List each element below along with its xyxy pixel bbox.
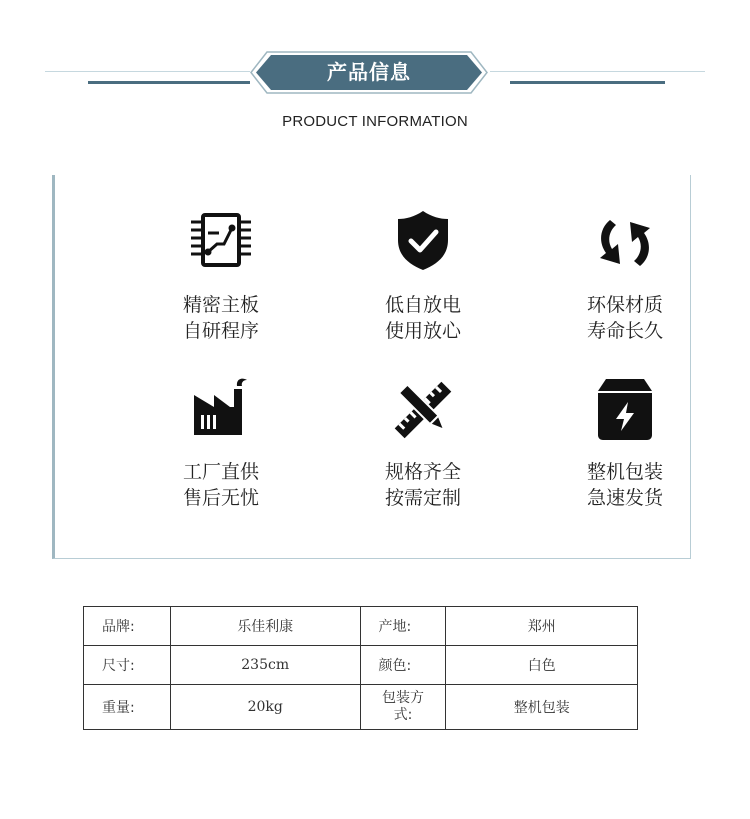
pencil-ruler-icon — [388, 375, 458, 445]
feature-line1: 低自放电 — [384, 294, 461, 316]
cycle-arrows-icon — [590, 208, 660, 278]
header-line-right — [490, 71, 705, 72]
header-line-left — [45, 71, 250, 72]
feature-item — [323, 208, 523, 344]
feature-line1: 工厂直供 — [182, 461, 259, 483]
shield-check-icon — [388, 208, 458, 278]
spec-label: 颜色: — [360, 646, 446, 685]
feature-line2: 使用放心 — [384, 320, 461, 342]
table-row — [84, 607, 638, 646]
feature-item — [121, 208, 321, 344]
spec-label: 品牌: — [84, 607, 171, 646]
header-bar-right — [510, 81, 665, 84]
table-row — [84, 685, 638, 730]
page-title: 产品信息 — [327, 60, 411, 84]
feature-line1: 整机包装 — [586, 461, 663, 483]
factory-icon — [186, 375, 256, 445]
page-subtitle: PRODUCT INFORMATION — [282, 113, 468, 130]
spec-table — [83, 606, 638, 730]
title-banner — [247, 50, 491, 95]
battery-box-icon — [590, 375, 660, 445]
feature-line1: 精密主板 — [182, 294, 259, 316]
feature-item — [323, 375, 523, 511]
feature-line1: 规格齐全 — [384, 461, 461, 483]
spec-label: 产地: — [360, 607, 446, 646]
spec-label-text: 包装方式: — [381, 690, 424, 723]
features-panel — [52, 175, 691, 559]
feature-item — [525, 208, 725, 344]
circuit-board-icon — [186, 208, 256, 278]
feature-line2: 自研程序 — [182, 320, 259, 342]
feature-line2: 急速发货 — [586, 487, 663, 509]
feature-item — [525, 375, 725, 511]
header-bar-left — [88, 81, 250, 84]
spec-value: 白色 — [446, 646, 638, 685]
spec-value: 乐佳利康 — [170, 607, 360, 646]
feature-item — [121, 375, 321, 511]
spec-value: 郑州 — [446, 607, 638, 646]
spec-label: 重量: — [84, 685, 171, 730]
spec-label: 尺寸: — [84, 646, 171, 685]
table-row — [84, 646, 638, 685]
spec-label — [360, 685, 446, 730]
spec-value: 20kg — [170, 685, 360, 730]
spec-value: 整机包装 — [446, 685, 638, 730]
feature-line2: 寿命长久 — [586, 320, 663, 342]
feature-line1: 环保材质 — [586, 294, 663, 316]
spec-value: 235cm — [170, 646, 360, 685]
feature-line2: 售后无忧 — [182, 487, 259, 509]
feature-line2: 按需定制 — [384, 487, 461, 509]
